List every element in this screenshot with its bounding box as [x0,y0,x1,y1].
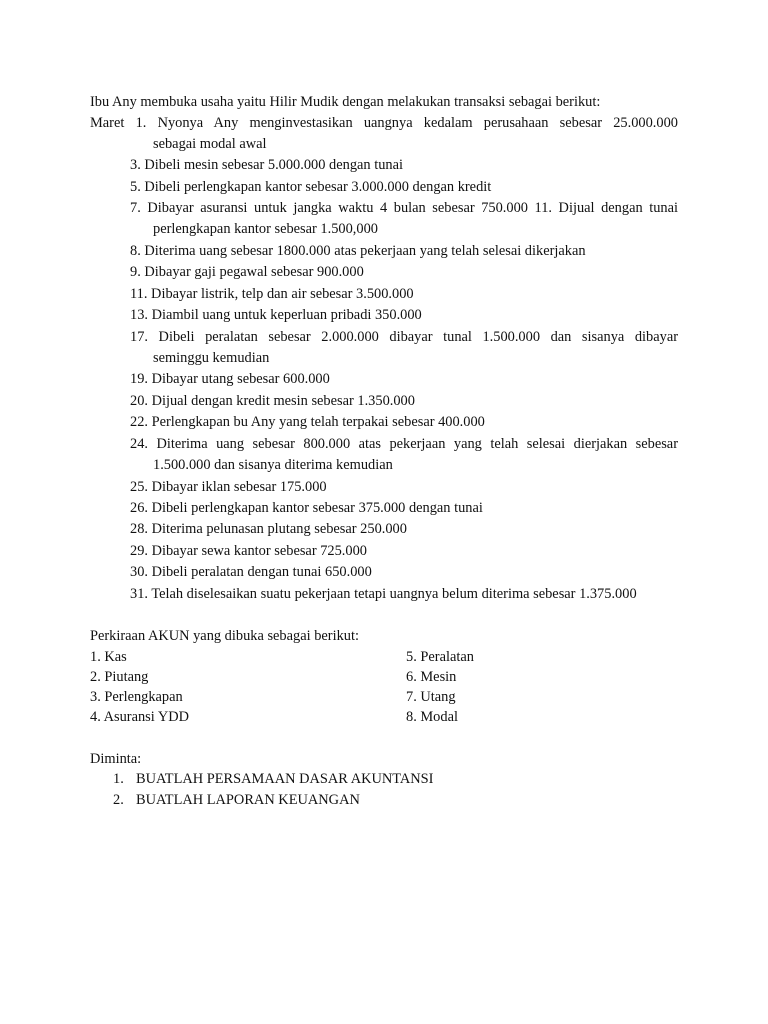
requested-item-2-number: 2. [113,792,124,808]
transaction-29: 29. Dibayar sewa kantor sebesar 725.000 [130,543,367,559]
transaction-24-line-1: 24. Diterima uang sebesar 800.000 atas pekerjaan yang telah selesai dierjakan sebesar [130,436,678,452]
intro-text: Ibu Any membuka usaha yaitu Hilir Mudik dengan melakukan transaksi sebagai berikut: [90,94,601,110]
account-modal: 8. Modal [406,709,458,725]
requested-item-1-text: BUATLAH PERSAMAAN DASAR AKUNTANSI [136,771,434,787]
requested-heading: Diminta: [90,751,142,767]
transaction-1-line-2: sebagai modal awal [153,136,267,152]
transaction-9: 9. Dibayar gaji pegawal sebesar 900.000 [130,264,364,280]
transaction-31: 31. Telah diselesaikan suatu pekerjaan tetapi uangnya belum diterima sebesar 1.375.000 [130,586,637,602]
transaction-8: 8. Diterima uang sebesar 1800.000 atas pekerjaan yang telah selesai dikerjakan [130,243,586,259]
requested-item-2-text: BUATLAH LAPORAN KEUANGAN [136,792,360,808]
transaction-17-line-2: seminggu kemudian [153,350,270,366]
transaction-3: 3. Dibeli mesin sebesar 5.000.000 dengan tunai [130,157,403,173]
account-utang: 7. Utang [406,689,456,705]
account-perlengkapan: 3. Perlengkapan [90,689,183,705]
requested-item-1-number: 1. [113,771,124,787]
transaction-24-line-2: 1.500.000 dan sisanya diterima kemudian [153,457,393,473]
account-piutang: 2. Piutang [90,669,149,685]
transaction-26: 26. Dibeli perlengkapan kantor sebesar 375.000 dengan tunai [130,500,483,516]
accounts-heading: Perkiraan AKUN yang dibuka sebagai berikut: [90,628,359,644]
transaction-11: 11. Dibayar listrik, telp dan air sebesar 3.500.000 [130,286,414,302]
transaction-5: 5. Dibeli perlengkapan kantor sebesar 3.000.000 dengan kredit [130,179,492,195]
transaction-13: 13. Diambil uang untuk keperluan pribadi 350.000 [130,307,422,323]
transaction-28: 28. Diterima pelunasan plutang sebesar 250.000 [130,521,407,537]
transaction-20: 20. Dijual dengan kredit mesin sebesar 1.350.000 [130,393,415,409]
transaction-19: 19. Dibayar utang sebesar 600.000 [130,371,330,387]
transaction-30: 30. Dibeli peralatan dengan tunai 650.000 [130,564,372,580]
transaction-22: 22. Perlengkapan bu Any yang telah terpakai sebesar 400.000 [130,414,485,430]
transaction-17-line-1: 17. Dibeli peralatan sebesar 2.000.000 dibayar tunal 1.500.000 dan sisanya dibayar [130,329,678,345]
account-kas: 1. Kas [90,649,127,665]
transaction-25: 25. Dibayar iklan sebesar 175.000 [130,479,327,495]
account-mesin: 6. Mesin [406,669,457,685]
transaction-7-line-1: 7. Dibayar asuransi untuk jangka waktu 4 bulan sebesar 750.000 11. Dijual dengan tunai [130,200,678,216]
account-peralatan: 5. Peralatan [406,649,474,665]
transaction-7-line-2: perlengkapan kantor sebesar 1.500,000 [153,221,378,237]
account-asuransi-ydd: 4. Asuransi YDD [90,709,189,725]
transaction-1-line-1: Maret 1. Nyonya Any menginvestasikan uangnya kedalam perusahaan sebesar 25.000.000 [90,115,678,131]
